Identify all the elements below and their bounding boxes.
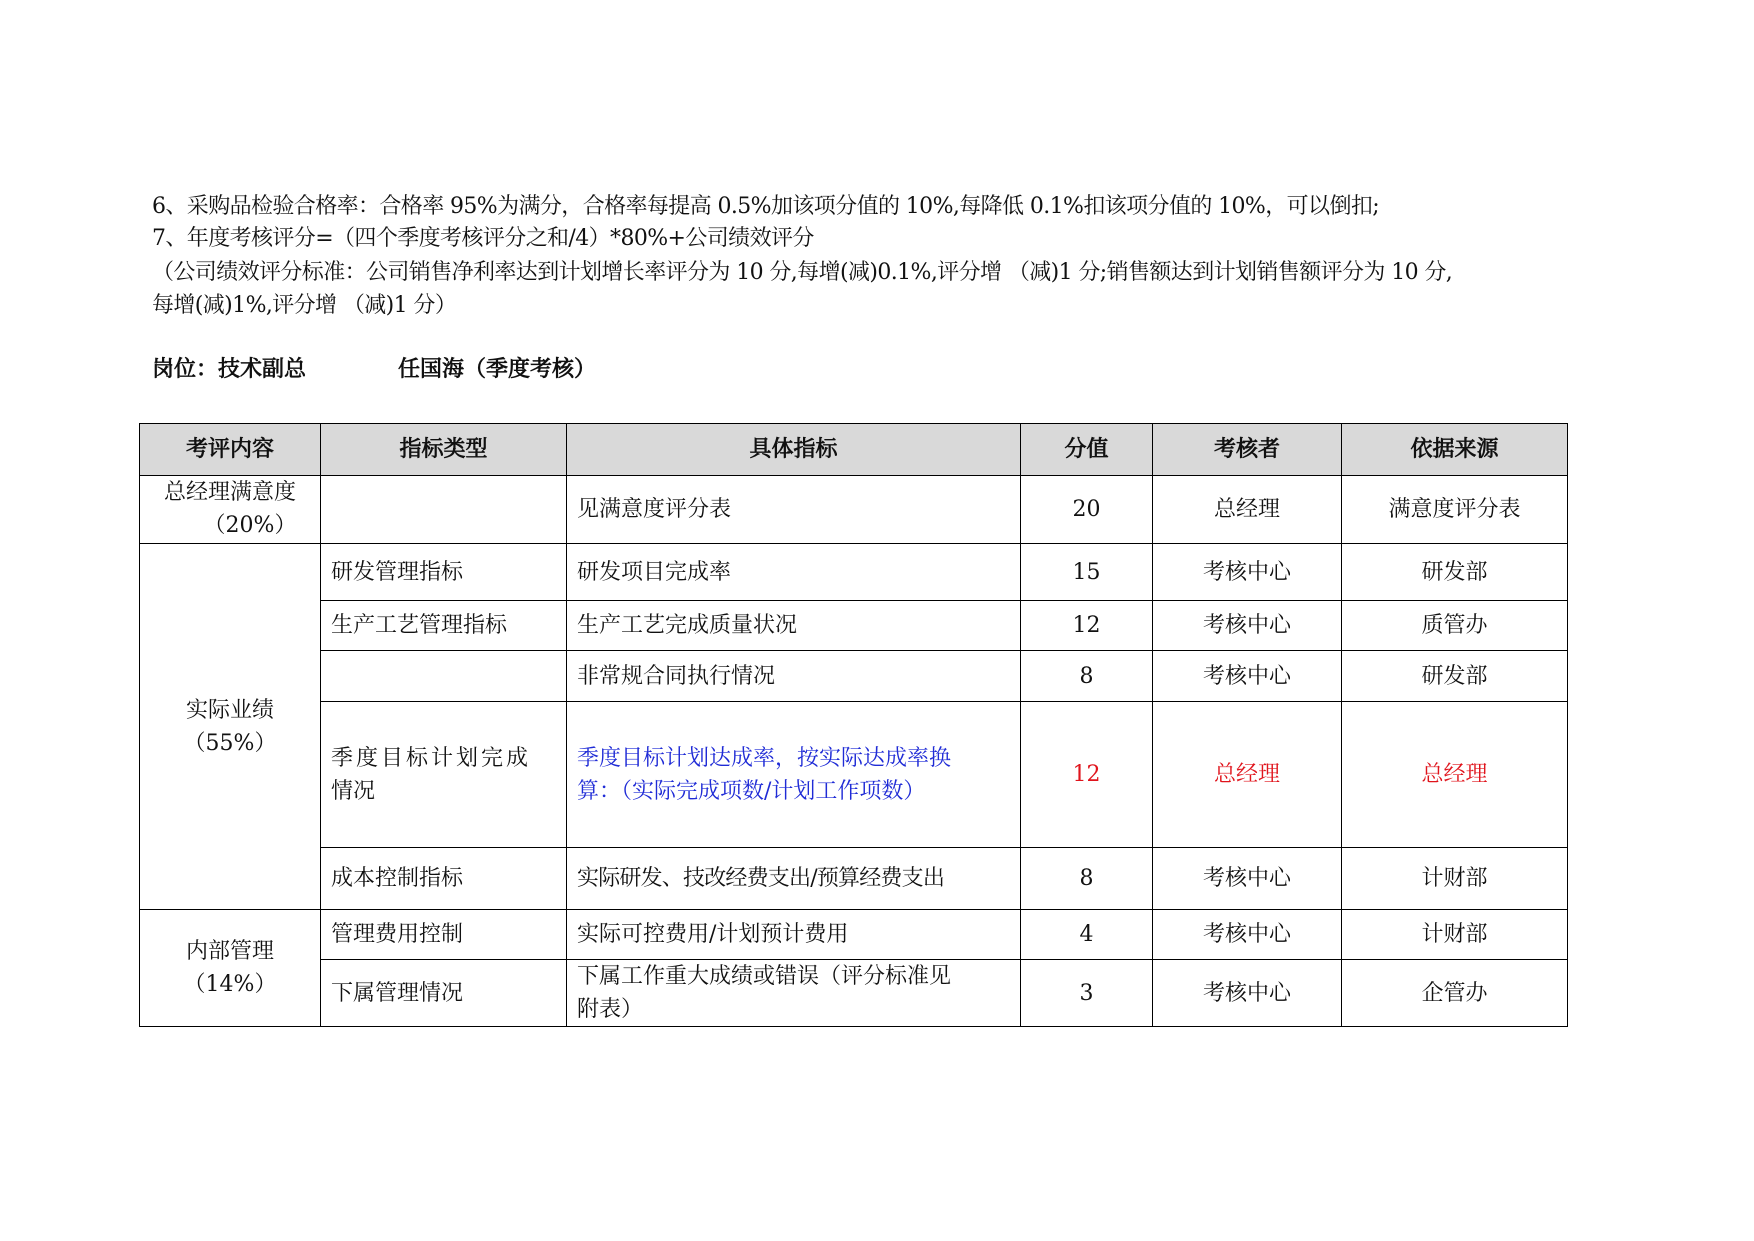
standard-line-1: （公司绩效评分标准：公司销售净利率达到计划增长率评分为 10 分,每增(减)0.1%,评分增 （减)1 分;销售额达到计划销售额评分为 10 分, (152, 260, 1453, 285)
header-indicator: 具体指标 (567, 424, 1021, 476)
rule-6: 6、采购品检验合格率：合格率 95%为满分，合格率每提高 0.5%加该项分值的 10%,每降低 0.1%扣该项分值的 10%，可以倒扣; (152, 194, 1380, 219)
header-type: 指标类型 (321, 424, 567, 476)
rule-7: 7、年度考核评分=（四个季度考核评分之和/4）*80%+公司绩效评分 (152, 226, 814, 251)
cell-assessor: 考核中心 (1153, 848, 1342, 910)
cell-source: 计财部 (1342, 848, 1568, 910)
cell-score: 8 (1021, 651, 1153, 702)
cell-indicator (567, 702, 1021, 848)
cell-indicator: 生产工艺完成质量状况 (567, 601, 1021, 651)
cell-indicator: 见满意度评分表 (567, 476, 1021, 544)
table-row (140, 476, 1568, 544)
kpi-table (139, 423, 1568, 1027)
table-header-row (140, 424, 1568, 476)
cell-type-line1: 季度目标计划完成 (331, 745, 532, 771)
group-performance-line2: （55%） (183, 730, 277, 756)
cell-indicator-line2: 附表） (577, 997, 644, 1022)
group-internal-line2: （14%） (183, 972, 277, 997)
cell-score: 20 (1021, 476, 1153, 544)
cell-score: 12 (1021, 702, 1153, 848)
standard-line-2: 每增(减)1%,评分增 （减)1 分） (152, 293, 457, 318)
cell-score: 8 (1021, 848, 1153, 910)
group-performance-line1: 实际业绩 (185, 697, 274, 723)
cell-score: 4 (1021, 910, 1153, 960)
cell-type: 管理费用控制 (321, 910, 567, 960)
cell-score: 3 (1021, 960, 1153, 1027)
table-row (140, 544, 1568, 601)
cell-type: 成本控制指标 (321, 848, 567, 910)
cell-source: 满意度评分表 (1342, 476, 1568, 544)
cell-indicator-line1: 季度目标计划达成率，按实际达成率换 (577, 745, 952, 771)
group-satisfaction-line2: （20%） (203, 513, 297, 538)
cell-type: 下属管理情况 (321, 960, 567, 1027)
table-row (140, 960, 1568, 1027)
cell-type (321, 476, 567, 544)
person-title: 任国海（季度考核） (398, 357, 597, 382)
group-performance (140, 544, 321, 910)
cell-source: 研发部 (1342, 544, 1568, 601)
cell-indicator: 研发项目完成率 (567, 544, 1021, 601)
cell-assessor: 考核中心 (1153, 651, 1342, 702)
cell-type: 生产工艺管理指标 (321, 601, 567, 651)
position-title: 岗位：技术副总 (152, 357, 307, 382)
table-row (140, 848, 1568, 910)
cell-indicator-line1: 下属工作重大成绩或错误（评分标准见 (577, 964, 952, 989)
cell-type (321, 651, 567, 702)
table-row (140, 601, 1568, 651)
cell-assessor: 考核中心 (1153, 601, 1342, 651)
cell-assessor: 总经理 (1153, 476, 1342, 544)
cell-assessor: 总经理 (1153, 702, 1342, 848)
cell-type: 研发管理指标 (321, 544, 567, 601)
group-satisfaction (140, 476, 321, 544)
position-heading (152, 355, 596, 385)
cell-source: 质管办 (1342, 601, 1568, 651)
cell-indicator: 实际可控费用/计划预计费用 (567, 910, 1021, 960)
group-satisfaction-line1: 总经理满意度 (163, 480, 296, 505)
header-assessor: 考核者 (1153, 424, 1342, 476)
cell-assessor: 考核中心 (1153, 910, 1342, 960)
cell-indicator: 实际研发、技改经费支出/预算经费支出 (567, 848, 1021, 910)
cell-assessor: 考核中心 (1153, 960, 1342, 1027)
group-internal (140, 910, 321, 1027)
group-internal-line1: 内部管理 (185, 939, 274, 964)
cell-type-line2: 情况 (331, 778, 376, 804)
cell-indicator: 非常规合同执行情况 (567, 651, 1021, 702)
cell-type (321, 702, 567, 848)
cell-indicator (567, 960, 1021, 1027)
header-source: 依据来源 (1342, 424, 1568, 476)
table-row (140, 651, 1568, 702)
cell-score: 15 (1021, 544, 1153, 601)
header-content: 考评内容 (140, 424, 321, 476)
cell-source: 总经理 (1342, 702, 1568, 848)
cell-assessor: 考核中心 (1153, 544, 1342, 601)
cell-indicator-line2: 算：（实际完成项数/计划工作项数） (577, 778, 926, 804)
cell-score: 12 (1021, 601, 1153, 651)
header-score: 分值 (1021, 424, 1153, 476)
table-row (140, 702, 1568, 848)
table-row (140, 910, 1568, 960)
cell-source: 计财部 (1342, 910, 1568, 960)
cell-source: 研发部 (1342, 651, 1568, 702)
cell-source: 企管办 (1342, 960, 1568, 1027)
